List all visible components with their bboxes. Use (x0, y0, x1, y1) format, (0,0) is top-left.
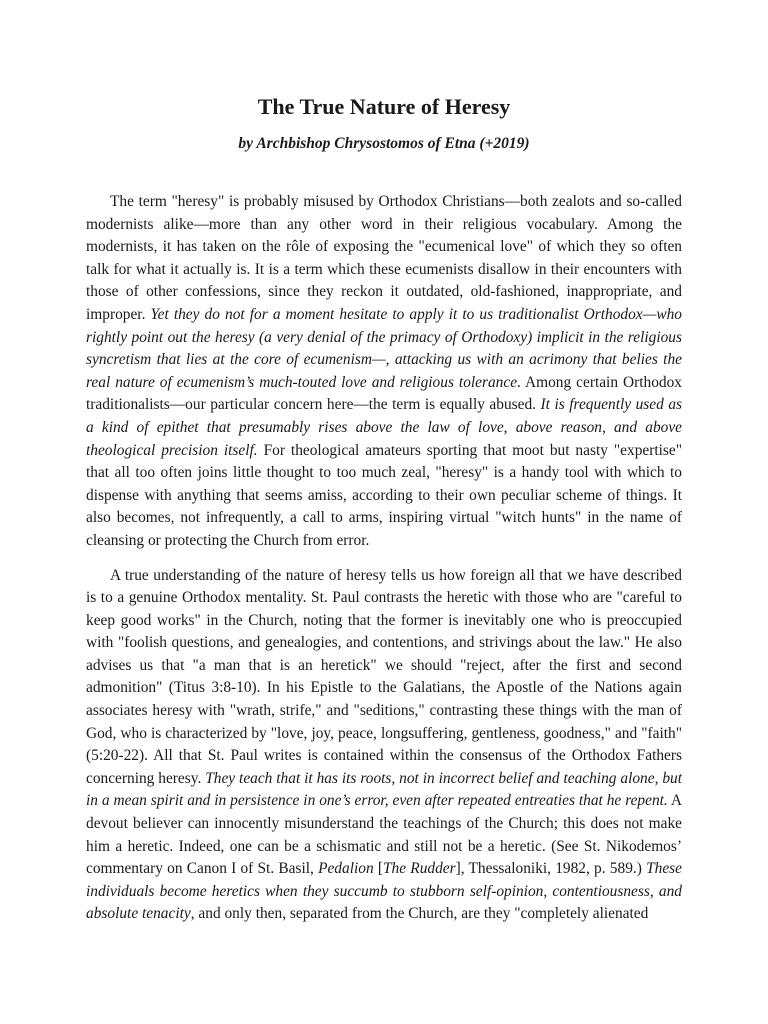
body-paragraph (86, 565, 682, 927)
text-run: For theological amateurs sporting that moot but nasty "expertise" that all too often joins little thought to too much zeal, "heresy" is a handy tool with which to dispense with anything that seems amiss, according to their own peculiar scheme of things. It also becomes, not infrequently, a call to arms, inspiring virtual "witch hunts" in the name of cleansing or protecting the Church from error. (86, 441, 682, 549)
text-run: A devout believer can innocently misunderstand the teachings of the Church; this does not make him a heretic. Indeed, one can be a schismatic and still not be a heretic. (See St. Nikodemos’ commentary on Canon I of St. Basil, (86, 792, 682, 878)
italic-text-run: The Rudder (383, 860, 456, 878)
page-title: The True Nature of Heresy (257, 94, 511, 119)
body-paragraph (86, 191, 682, 553)
text-run: A true understanding of the nature of heresy tells us how foreign all that we have described is to a genuine Orthodox mentality. St. Paul contrasts the heretic with those who are "careful to keep good works" in the Church, noting that the former is inevitably one who is preoccupied with "foolish questions, and genealogies, and contentions, and strivings about the law." He also advises us that "a man that is an heretick" we should "reject, after the first and second admonition" (Titus 3:8-10). In his Epistle to the Galatians, the Apostle of the Nations again associates heresy with "wrath, strife," and "seditions," contrasting these things with the man of God, who is characterized by "love, joy, peace, longsuffering, gentleness, goodness," and "faith" (5:20-22). All that St. Paul writes is contained within the consensus of the Orthodox Fathers concerning heresy. (86, 566, 682, 787)
text-run: . Among certain Orthodox traditionalists—our particular concern here—the term is equally abused. (86, 373, 683, 414)
italic-text-run: Pedalion (318, 860, 374, 878)
text-run: The term "heresy" is probably misused by Orthodox Christians—both zealots and so-called modernists alike—more than any other word in their religious vocabulary. Among the modernists, it has taken on the rôle of exposing the "ecumenical love" of which they so often talk for what it actually is. It is a term which these ecumenists disallow in their encounters with those of other confessions, since they reckon it outdated, old-fashioned, inappropriate, and improper. (86, 193, 682, 323)
italic-text-run: These individuals become heretics when they succumb to stubborn self-opinion, contentiousness, and absolute tenacity (86, 860, 682, 923)
italic-text-run: They teach that it has its roots, not in incorrect belief and teaching alone, but in a mean spirit and in persistence in one’s error, even after repeated entreaties that he repent. (86, 769, 682, 810)
text-run: ], Thessaloniki, 1982, p. 589.) (455, 860, 647, 878)
text-run: [ (373, 860, 383, 878)
italic-text-run: It is frequently used as a kind of epithet that presumably rises above the law of love, above reason, and above theological precision itself. (86, 396, 683, 459)
article-body (86, 191, 682, 926)
text-run: , and only then, separated from the Church, are they "completely alienated (190, 905, 649, 923)
byline: by Archbishop Chrysostomos of Etna (+2019) (238, 135, 530, 152)
italic-text-run: Yet they do not for a moment hesitate to apply it to us traditionalist Orthodox—who rightly point out the heresy (a very denial of the primacy of Orthodoxy) implicit in the religious syncretism that lies at the core of ecumenism—, attacking us with an acrimony that belies the real nature of ecumenism’s much-touted love and religious tolerance (86, 305, 682, 391)
